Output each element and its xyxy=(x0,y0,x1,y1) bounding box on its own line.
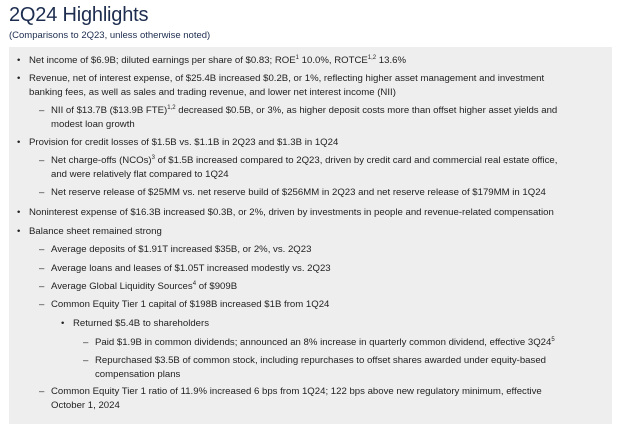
bullet-text: and were relatively flat compared to 1Q24 xyxy=(51,168,229,180)
bullet-provision xyxy=(17,136,339,150)
dash-icon: – xyxy=(39,244,45,255)
bullet-text: of $1.5B increased compared to 2Q23, driven by credit card and commercial real estate office, xyxy=(154,155,558,166)
bullet-text: Net charge-offs (NCOs) xyxy=(51,155,152,166)
bullet-text: Repurchased $3.5B of common stock, including repurchases to offset shares awarded under equity-based xyxy=(95,355,546,366)
bullet-cet1-capital xyxy=(39,298,330,312)
bullet-dot-icon: • xyxy=(17,137,21,148)
footnote-ref: 3 xyxy=(151,154,155,161)
dash-icon: – xyxy=(39,155,45,166)
bullet-nii xyxy=(39,104,558,131)
bullet-average-loans xyxy=(39,262,331,276)
bullet-text: Common Equity Tier 1 capital of $198B increased $1B from 1Q24 xyxy=(51,299,330,310)
bullet-dividends xyxy=(83,336,555,350)
dash-icon: – xyxy=(39,281,45,292)
page-title: 2Q24 Highlights xyxy=(9,4,149,26)
dash-icon: – xyxy=(39,187,45,198)
bullet-noninterest-expense xyxy=(17,206,554,220)
bullet-dot-icon: • xyxy=(61,318,65,329)
bullet-text: 13.6% xyxy=(376,55,406,66)
bullet-dot-icon: • xyxy=(17,55,21,66)
bullet-dot-icon: • xyxy=(17,226,21,237)
bullet-text: Balance sheet remained strong xyxy=(29,226,162,237)
dash-icon: – xyxy=(39,263,45,274)
bullet-dot-icon: • xyxy=(17,73,21,84)
bullet-text: Revenue, net of interest expense, of $25.4B increased $0.2B, or 1%, reflecting higher asset management and investment xyxy=(29,73,545,84)
bullet-text: Average loans and leases of $1.05T increased modestly vs. 2Q23 xyxy=(51,263,331,274)
footnote-ref: 1,2 xyxy=(367,54,377,61)
bullet-liquidity-sources xyxy=(39,280,238,294)
bullet-text: decreased $0.5B, or 3%, as higher deposit costs more than offset higher asset yields and xyxy=(175,105,558,116)
bullet-net-income xyxy=(17,54,406,68)
bullet-text: compensation plans xyxy=(95,368,181,380)
bullet-text: October 1, 2024 xyxy=(51,399,120,411)
bullet-returned-to-shareholders xyxy=(61,317,209,331)
bullet-reserve-release xyxy=(39,186,546,200)
footnote-ref: 4 xyxy=(192,280,197,287)
bullet-revenue xyxy=(17,72,545,99)
footnote-ref: 1,2 xyxy=(167,104,176,111)
page-subtitle: (Comparisons to 2Q23, unless otherwise noted) xyxy=(9,30,211,41)
highlights-panel xyxy=(9,47,612,424)
bullet-text: of $909B xyxy=(196,281,238,292)
dash-icon: – xyxy=(83,355,89,366)
bullet-text: modest loan growth xyxy=(51,118,135,130)
bullet-text: Net income of $6.9B; diluted earnings per share of $0.83; ROE xyxy=(29,55,296,66)
bullet-text: Average Global Liquidity Sources xyxy=(51,281,193,292)
footnote-ref: 1 xyxy=(295,54,299,61)
bullet-average-deposits xyxy=(39,243,312,257)
bullet-text: Net reserve release of $25MM vs. net reserve build of $256MM in 2Q23 and net reserve release of $179MM in 1Q24 xyxy=(51,187,546,198)
bullet-dot-icon: • xyxy=(17,207,21,218)
bullet-cet1-ratio xyxy=(39,385,542,412)
bullet-text: Returned $5.4B to shareholders xyxy=(73,318,209,329)
dash-icon: – xyxy=(39,299,45,310)
bullet-text: NII of $13.7B ($13.9B FTE) xyxy=(51,105,168,116)
dash-icon: – xyxy=(39,105,45,116)
bullet-repurchases xyxy=(83,354,546,381)
dash-icon: – xyxy=(39,386,45,397)
footnote-ref: 5 xyxy=(551,336,555,343)
bullet-text: Common Equity Tier 1 ratio of 11.9% increased 6 bps from 1Q24; 122 bps above new regulatory minimum, effective xyxy=(51,386,542,397)
dash-icon: – xyxy=(83,337,89,348)
bullet-text: Noninterest expense of $16.3B increased $0.3B, or 2%, driven by investments in people and revenue-related compensation xyxy=(29,207,554,218)
bullet-nco xyxy=(39,154,558,181)
bullet-text: 10.0%, ROTCE xyxy=(299,55,368,66)
bullet-text: Average deposits of $1.91T increased $35B, or 2%, vs. 2Q23 xyxy=(51,244,312,255)
bullet-text: Provision for credit losses of $1.5B vs. $1.1B in 2Q23 and $1.3B in 1Q24 xyxy=(29,137,339,148)
bullet-text: banking fees, as well as sales and trading revenue, and lower net interest income (NII) xyxy=(29,86,396,98)
bullet-text: Paid $1.9B in common dividends; announced an 8% increase in quarterly common dividend, effective 3Q24 xyxy=(95,337,552,348)
bullet-balance-sheet xyxy=(17,225,162,239)
